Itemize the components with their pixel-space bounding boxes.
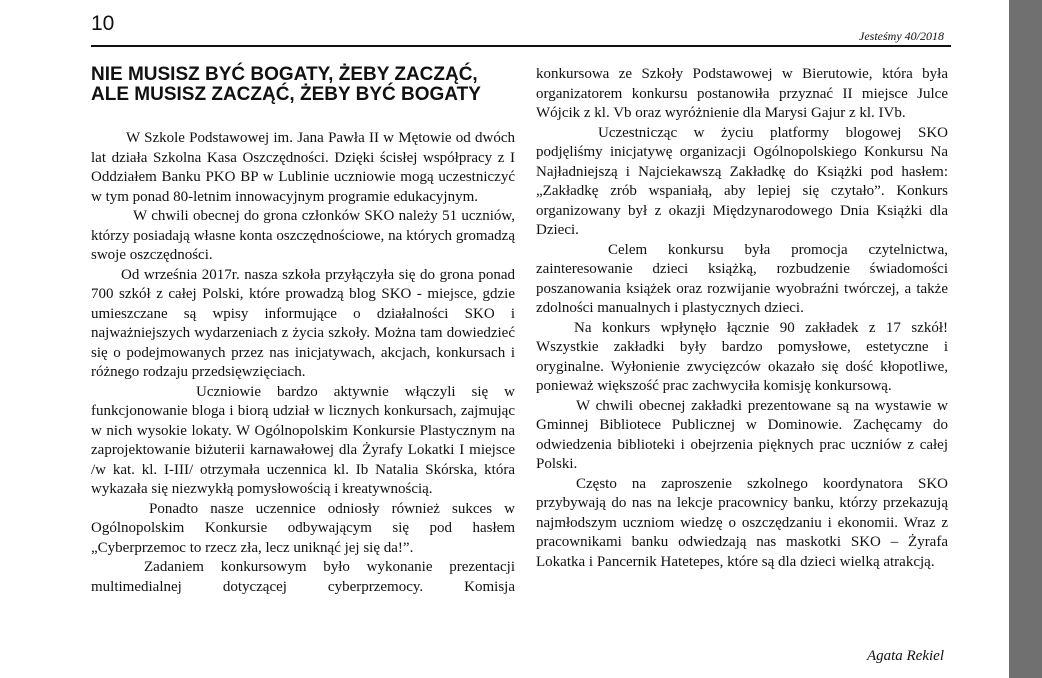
header-divider	[91, 45, 951, 47]
paragraph: Na konkurs wpłynęło łącznie 90 zakładek z 17 szkół! Wszystkie zakładki były bardzo pomysłowe, estetyczne i oryginalne. Wyłonienie zwycięzców okazało się dość kłopotliwe, ponieważ większość prac zachwyciła komisję konkursową.	[536, 319, 948, 394]
paragraph: konkursowa ze Szkoły Podstawowej w Bierutowie, która była organizatorem konkursu postanowiła przyznać II miejsce Julce Wójcik z kl. Vb oraz wyróżnienie dla Marysi Gajur z kl. IVb.	[536, 66, 948, 121]
article-title-line-2: ALE MUSISZ ZACZĄĆ, ŻEBY BYĆ BOGATY	[91, 84, 481, 105]
page-edge-shadow	[1009, 0, 1042, 678]
left-column	[91, 129, 515, 597]
paragraph: W chwili obecnej do grona członków SKO należy 51 uczniów, którzy posiadają własne konta oszczędnościowe, na których gromadzą swoje oszczędności.	[91, 208, 515, 263]
magazine-issue-label: Jesteśmy 40/2018	[859, 29, 944, 43]
page-number: 10	[91, 12, 115, 35]
paragraph: Uczniowie bardzo aktywnie włączyli się w funkcjonowanie bloga i biorą udział w licznych konkursach, zajmując w nich wysokie lokaty. W Ogólnopolskim Konkursie Plastycznym na zaprojektowanie biżuterii karnawałowej dla Żyrafy Lokatki I miejsce /w kat. kl. I-III/ otrzymała uczennica kl. Ib Natalia Skórska, która wykazała się niezwykłą pomysłowością i kreatywnością.	[91, 383, 515, 497]
article-title-line-1: NIE MUSISZ BYĆ BOGATY, ŻEBY ZACZĄĆ,	[91, 64, 478, 85]
paragraph: W chwili obecnej zakładki prezentowane są na wystawie w Gminnej Bibliotece Publicznej w Dominowie. Zachęcamy do odwiedzenia biblioteki i obejrzenia pięknych prac uczniów z całej Polski.	[536, 397, 948, 472]
paragraph: W Szkole Podstawowej im. Jana Pawła II w Mętowie od dwóch lat działa Szkolna Kasa Oszczędności. Dzięki ścisłej współpracy z I Oddziałem Banku PKO BP w Lublinie uczniowie mogą uczestniczyć w tym ponad 80-letnim innowacyjnym programie edukacyjnym.	[91, 130, 515, 205]
right-column	[536, 65, 948, 572]
paragraph: Celem konkursu była promocja czytelnictwa, zainteresowanie dzieci książką, rozbudzenie świadomości poszanowania książek oraz rozwijanie wyobraźni twórczej, a także zdolności manualnych i plastycznych dzieci.	[536, 241, 948, 316]
paragraph: Zadaniem konkursowym było wykonanie prezentacji multimedialnej dotyczącej cyberprzemocy. Komisja	[91, 559, 515, 595]
article-title	[91, 65, 531, 105]
article-author: Agata Rekiel	[866, 648, 944, 664]
paragraph: Od września 2017r. nasza szkoła przyłączyła się do grona ponad 700 szkół z całej Polski, które prowadzą blog SKO - miejsce, gdzie umieszczane są wpisy informujące o działalności SKO i najważniejszych wydarzeniach z życia szkoły. Można tam dowiedzieć się o podejmowanych przez nas inicjatywach, akcjach, konkursach i różnego rodzaju przedsięwzięciach.	[91, 266, 515, 380]
paragraph: Uczestnicząc w życiu platformy blogowej SKO podjęliśmy inicjatywę organizacji Ogólnopolskiego Konkursu Na Najładniejszą i Najciekawszą Zakładkę do Książki pod hasłem: „Zakładkę zrób wspaniałą, aby lepiej się czytało”. Konkurs organizowany był z okazji Międzynarodowego Dnia Książki dla Dzieci.	[536, 124, 948, 238]
paragraph: Często na zaproszenie szkolnego koordynatora SKO przybywają do nas na lekcje pracownicy banku, którzy przekazują najmłodszym uczniom wiedzę o oszczędzaniu i ekonomii. Wraz z pracownikami banku odwiedzają nas maskotki SKO – Żyrafa Lokatka i Pancernik Hatetepes, które są dla dzieci wielką atrakcją.	[536, 475, 948, 570]
paragraph: Ponadto nasze uczennice odniosły również sukces w Ogólnopolskim Konkursie odbywającym się pod hasłem „Cyberprzemoc to rzecz zła, lecz uniknąć jej się da!”.	[91, 500, 515, 556]
